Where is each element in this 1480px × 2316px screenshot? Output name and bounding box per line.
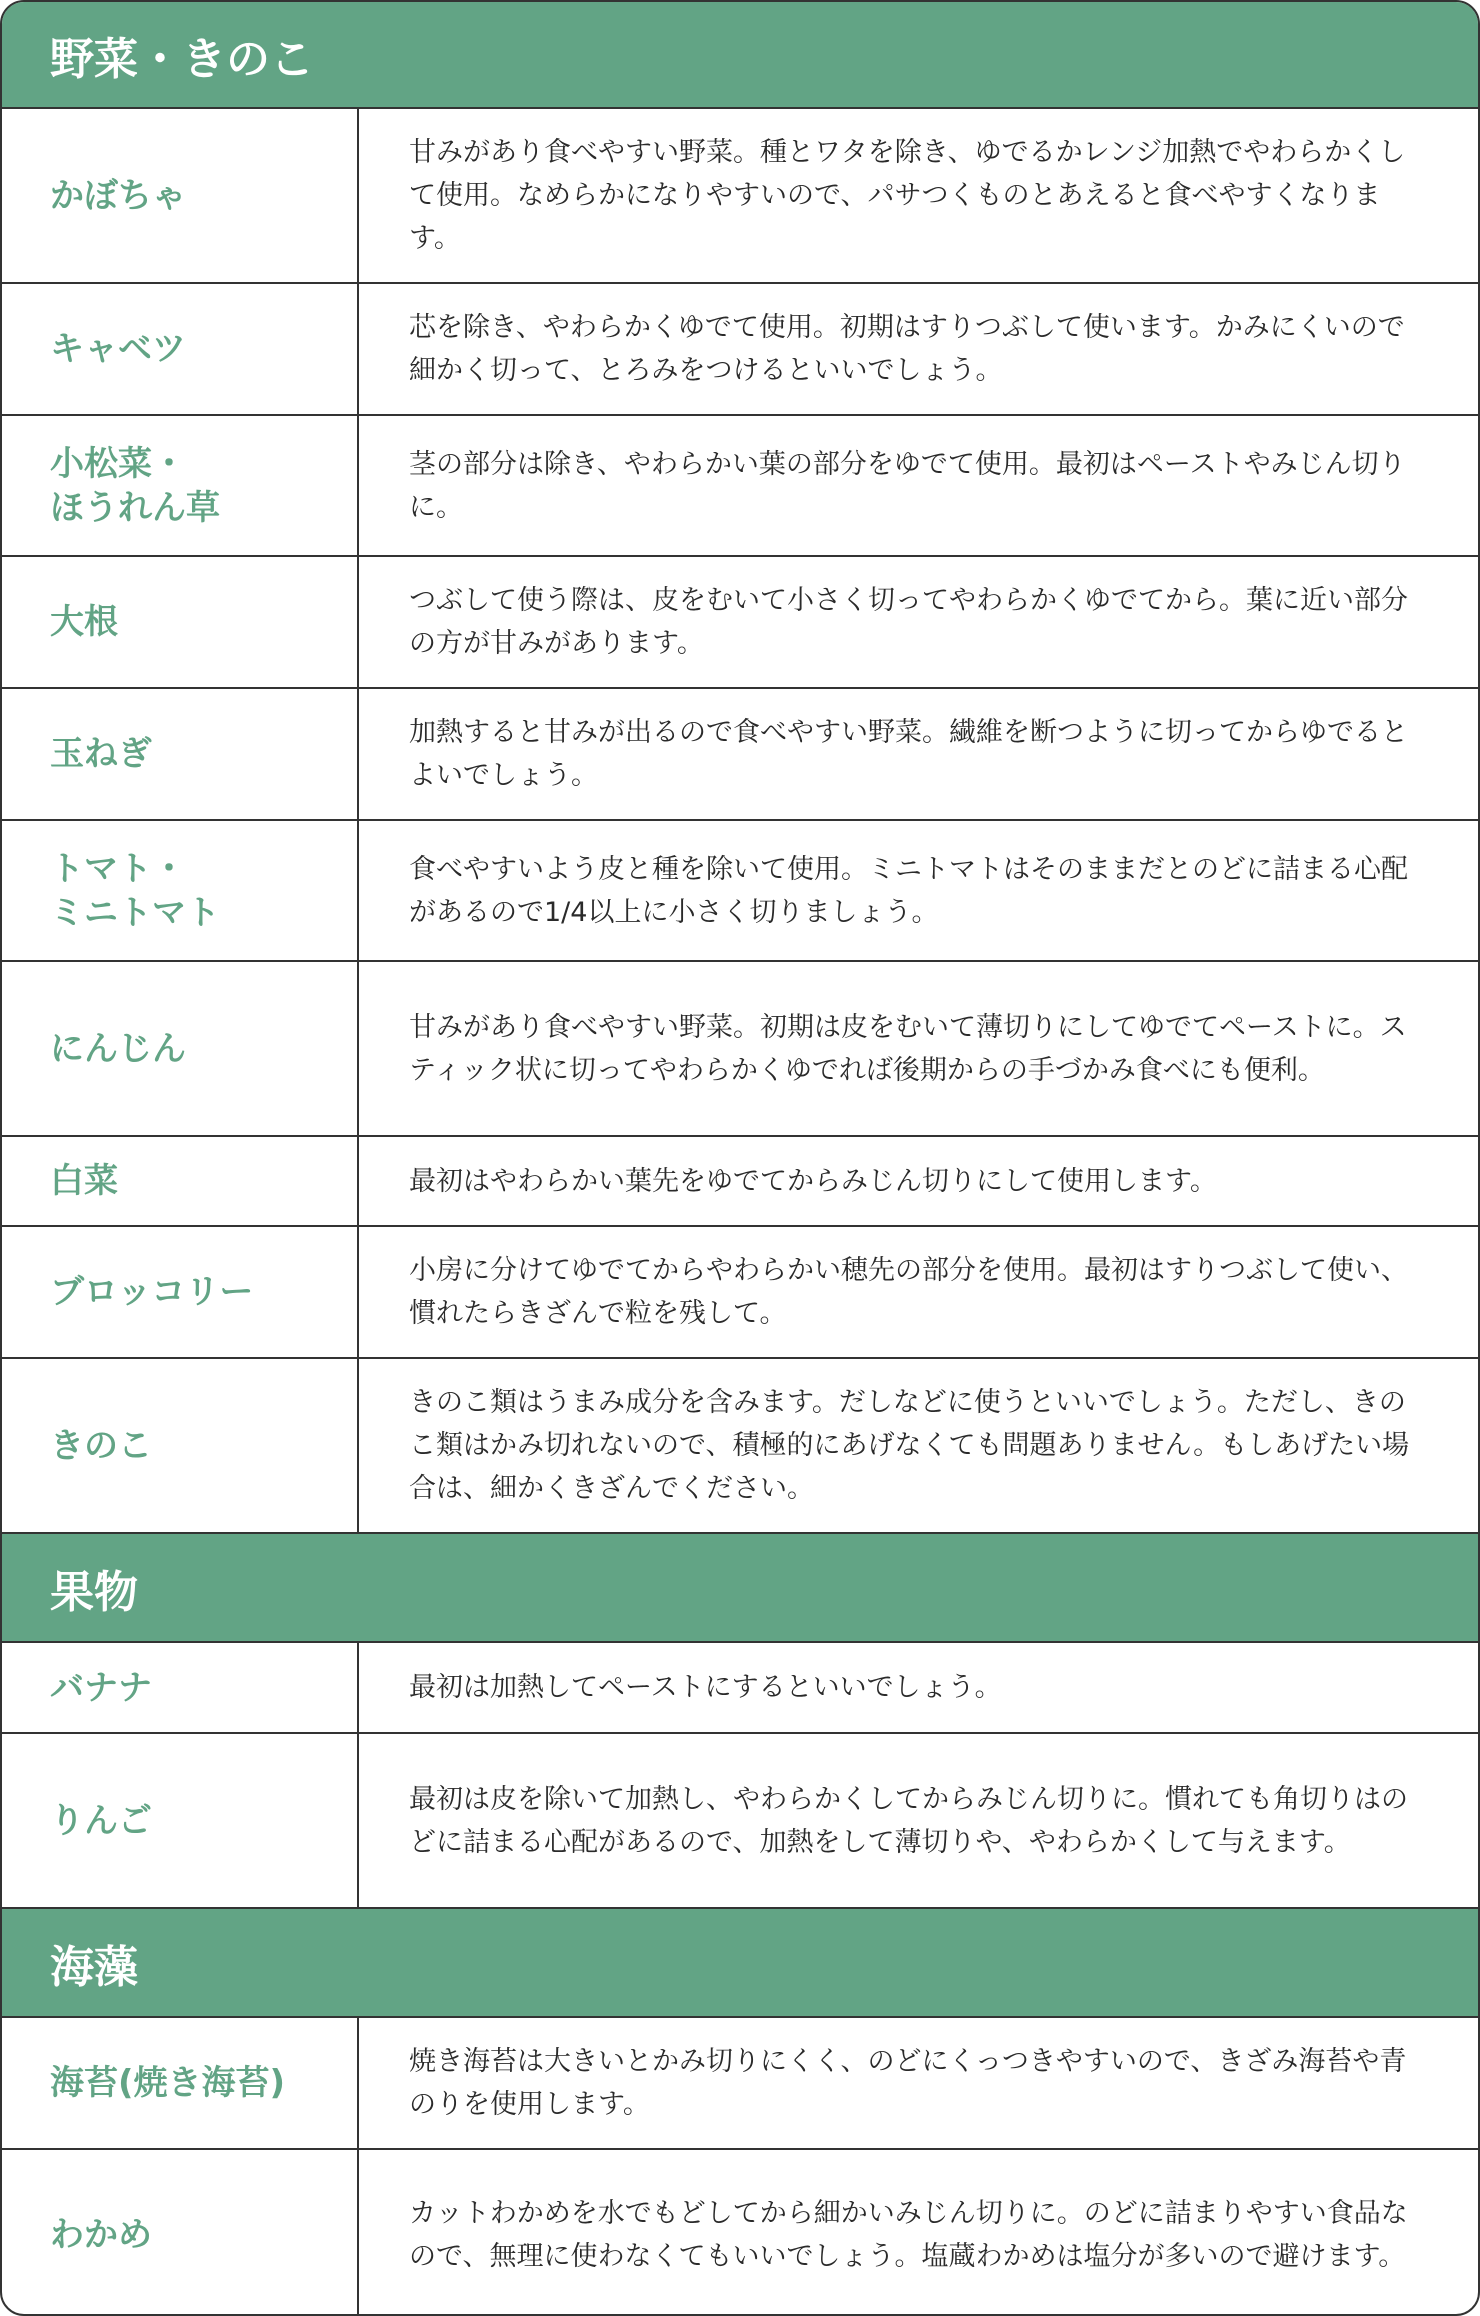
food-description: 食べやすいよう皮と種を除いて使用。ミニトマトはそのままだとのどに詰まる心配があるので1/4以上に小さく切りましょう。 (409, 853, 1408, 928)
food-description: 加熱すると甘みが出るので食べやすい野菜。繊維を断つように切ってからゆでるとよいでしょう。 (409, 717, 1408, 791)
section-header-vegetables (2, 2, 1478, 109)
section-header-fruit (2, 1534, 1478, 1643)
food-name: 白菜 (2, 1137, 359, 1225)
food-name: 玉ねぎ (2, 689, 359, 819)
food-description: 小房に分けてゆでてからやわらかい穂先の部分を使用。最初はすりつぶして使い、慣れたらきざんで粒を残して。 (409, 1255, 1408, 1329)
table-row (2, 2150, 1478, 2316)
table-row (2, 557, 1478, 689)
food-description: 最初は皮を除いて加熱し、やわらかくしてからみじん切りに。慣れても角切りはのどに詰まる心配があるので、加熱をして薄切りや、やわらかくして与えます。 (409, 1783, 1408, 1858)
food-description: 甘みがあり食べやすい野菜。種とワタを除き、ゆでるかレンジ加熱でやわらかくして使用。なめらかになりやすいので、パサつくものとあえると食べやすくなります。 (409, 137, 1406, 254)
section-title: 野菜・きのこ (50, 33, 314, 85)
section-header-seaweed (2, 1909, 1478, 2018)
food-name: にんじん (2, 962, 359, 1135)
table-row (2, 109, 1478, 284)
food-name: わかめ (2, 2150, 359, 2316)
food-description: きのこ類はうまみ成分を含みます。だしなどに使うといいでしょう。ただし、きのこ類はかみ切れないので、積極的にあげなくても問題ありません。もしあげたい場合は、細かくきざんでください。 (409, 1387, 1410, 1504)
food-name: キャベツ (2, 284, 359, 414)
table-row (2, 689, 1478, 821)
food-description: 甘みがあり食べやすい野菜。初期は皮をむいて薄切りにしてゆでてペーストに。スティック状に切ってやわらかくゆでれば後期からの手づかみ食べにも便利。 (409, 1011, 1407, 1086)
food-name: かぼちゃ (2, 109, 359, 282)
food-description: カットわかめを水でもどしてから細かいみじん切りに。のどに詰まりやすい食品なので、無理に使わなくてもいいでしょう。塩蔵わかめは塩分が多いので避けます。 (409, 2198, 1408, 2272)
section-title: 果物 (50, 1566, 138, 1618)
food-name: ブロッコリー (2, 1227, 359, 1357)
food-description: 最初はやわらかい葉先をゆでてからみじん切りにして使用します。 (409, 1165, 1217, 1197)
food-name: 大根 (2, 557, 359, 687)
food-name: りんご (2, 1734, 359, 1907)
food-description: つぶして使う際は、皮をむいて小さく切ってやわらかくゆでてから。葉に近い部分の方が甘みがあります。 (409, 585, 1408, 659)
food-name: トマト・ ミニトマト (2, 821, 359, 960)
table-row (2, 1734, 1478, 1909)
table-row (2, 416, 1478, 557)
food-description: 焼き海苔は大きいとかみ切りにくく、のどにくっつきやすいので、きざみ海苔や青のりを使用します。 (409, 2046, 1407, 2120)
table-row (2, 1137, 1478, 1227)
table-row (2, 1359, 1478, 1534)
table-row (2, 1227, 1478, 1359)
food-name: 小松菜・ ほうれん草 (2, 416, 359, 555)
food-name: きのこ (2, 1359, 359, 1532)
table-row (2, 821, 1478, 962)
food-description: 最初は加熱してペーストにするといいでしょう。 (409, 1672, 1002, 1703)
table-row (2, 2018, 1478, 2150)
table-row (2, 962, 1478, 1137)
table-row (2, 284, 1478, 416)
food-description: 茎の部分は除き、やわらかい葉の部分をゆでて使用。最初はペーストやみじん切りに。 (409, 448, 1406, 523)
food-description: 芯を除き、やわらかくゆでて使用。初期はすりつぶして使います。かみにくいので細かく切って、とろみをつけるといいでしょう。 (409, 312, 1405, 386)
food-name: バナナ (2, 1643, 359, 1732)
table-row (2, 1643, 1478, 1734)
food-name: 海苔(焼き海苔) (2, 2018, 359, 2148)
section-title: 海藻 (50, 1941, 138, 1993)
